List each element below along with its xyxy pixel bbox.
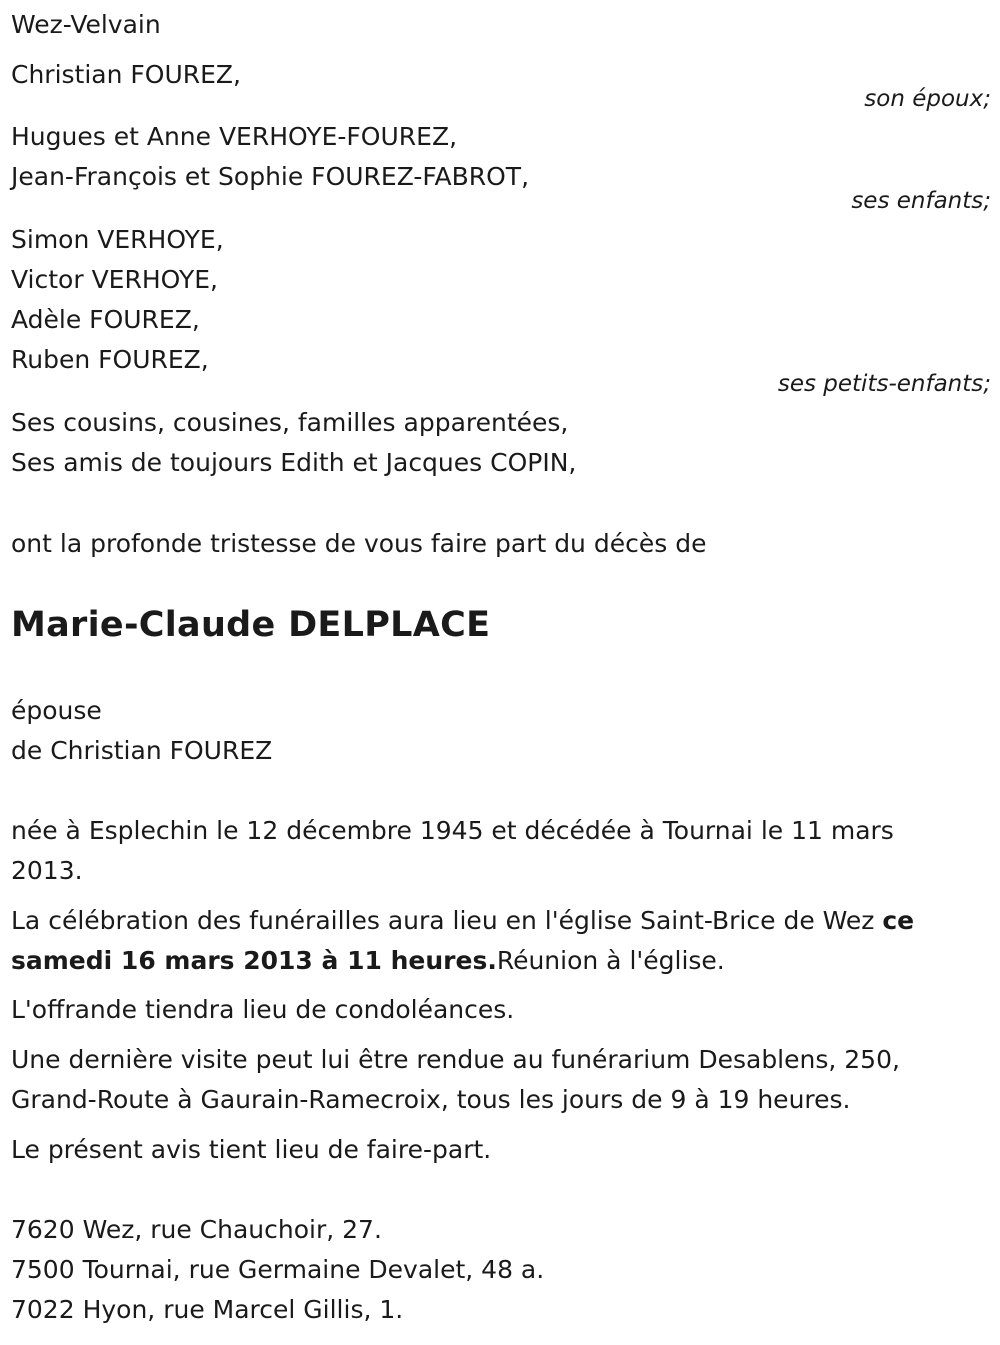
funeral-time-bold: samedi 16 mars 2013 à 11 heures. <box>11 946 497 975</box>
address-line: 7022 Hyon, rue Marcel Gillis, 1. <box>11 1295 404 1324</box>
spouse-line: de Christian FOUREZ <box>11 736 273 765</box>
location: Wez-Velvain <box>11 10 161 39</box>
family-name: Simon VERHOYE, <box>11 225 224 254</box>
funeral-line-2 <box>11 941 725 981</box>
family-name: Ruben FOUREZ, <box>11 345 209 374</box>
visit-line: Une dernière visite peut lui être rendue au funérarium Desablens, 250, <box>11 1045 900 1074</box>
offering-line: L'offrande tiendra lieu de condoléances. <box>11 995 515 1024</box>
relation-label: ses petits-enfants; <box>777 371 991 397</box>
family-name: Hugues et Anne VERHOYE-FOUREZ, <box>11 122 458 151</box>
funeral-time-bold: ce <box>882 906 915 935</box>
others-line: Ses cousins, cousines, familles apparentées, <box>11 408 569 437</box>
funeral-line-1 <box>11 901 914 941</box>
notice-line: Le présent avis tient lieu de faire-part. <box>11 1135 492 1164</box>
funeral-meeting: Réunion à l'église. <box>496 946 725 975</box>
funeral-text: La célébration des funérailles aura lieu en l'église Saint-Brice de Wez <box>11 906 883 935</box>
spouse-line: épouse <box>11 696 102 725</box>
birth-death-line: 2013. <box>11 856 83 885</box>
family-name: Jean-François et Sophie FOUREZ-FABROT, <box>11 162 530 191</box>
family-name: Adèle FOUREZ, <box>11 305 200 334</box>
announcement: ont la profonde tristesse de vous faire part du décès de <box>11 529 707 558</box>
relation-label: son époux; <box>864 86 991 112</box>
birth-death-line: née à Esplechin le 12 décembre 1945 et décédée à Tournai le 11 mars <box>11 816 894 845</box>
relation-label: ses enfants; <box>851 188 991 214</box>
others-line: Ses amis de toujours Edith et Jacques COPIN, <box>11 448 577 477</box>
address-line: 7500 Tournai, rue Germaine Devalet, 48 a. <box>11 1255 545 1284</box>
visit-line: Grand-Route à Gaurain-Ramecroix, tous les jours de 9 à 19 heures. <box>11 1085 851 1114</box>
deceased-name: Marie-Claude DELPLACE <box>11 605 491 645</box>
address-line: 7620 Wez, rue Chauchoir, 27. <box>11 1215 382 1244</box>
family-name: Christian FOUREZ, <box>11 60 242 89</box>
family-name: Victor VERHOYE, <box>11 265 218 294</box>
